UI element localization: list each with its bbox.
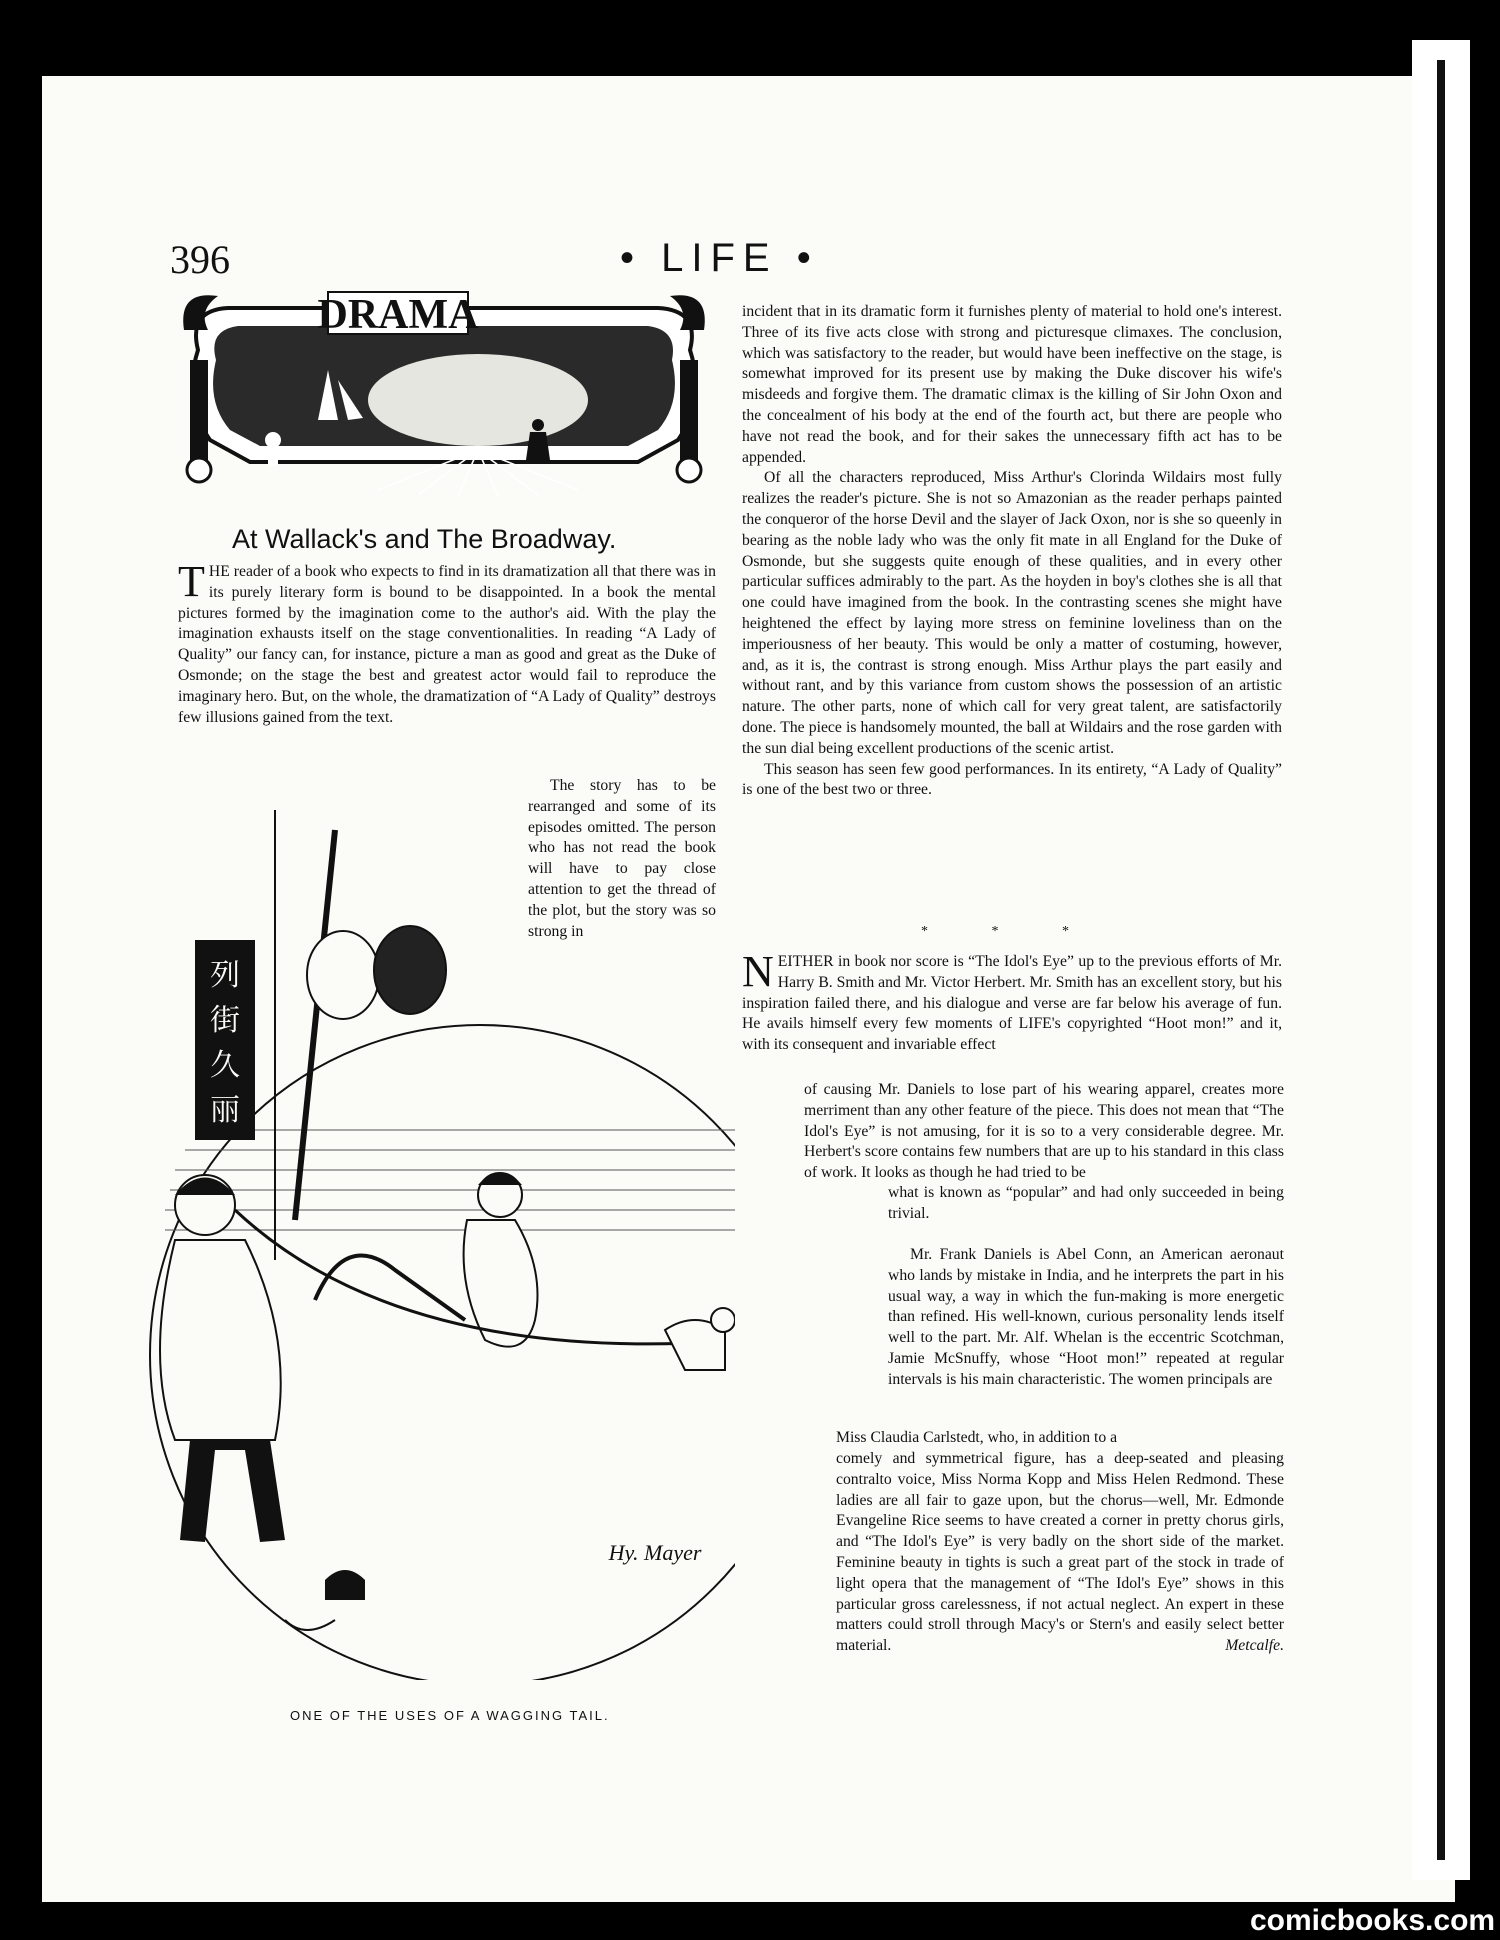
drop-cap-n: N bbox=[742, 947, 774, 996]
right-paragraph-3: This season has seen few good performances. In its entirety, “A Lady of Quality” is one of the best two or three. bbox=[742, 760, 1282, 799]
drama-banner-word: DRAMA bbox=[317, 292, 479, 338]
banner-glyph-2: 街 bbox=[210, 1004, 240, 1037]
page-number: 396 bbox=[170, 237, 230, 282]
left-paragraph-1: HE reader of a book who expects to find in its dramatization all that there was in its purely literary form is bound to be disappointed. In a book the mental pictures formed by the imagination come to the author's aid. With the play the imagination exhausts itself on the stage conventionalities. In reading “A Lady of Quality” our fancy can, for instance, picture a man as good and great as the Duke of Osmonde; on the stage the best and greatest actor would fail to reproduce the imaginary hero. But, on the whole, the dramatization of “A Lady of Quality” destroys few illusions gained from the text. bbox=[178, 563, 716, 726]
banner-glyph-1: 列 bbox=[210, 959, 240, 992]
right-paragraph-5: Mr. Frank Daniels is Abel Conn, an American aeronaut who lands by mistake in India, and he interprets the part in his usual way, a way in which the fun-making is more energetic than refined. His well-known, curious personality lends itself well to the part. Mr. Alf. Whelan is the eccentric Scotchman, Jamie McSnuffy, whose “Hoot mon!” repeated at regular intervals is his main characteristic. The women principals are bbox=[888, 1246, 1284, 1388]
drama-banner-illustration bbox=[178, 290, 710, 498]
right-paragraph-1: incident that in its dramatic form it furnishes plenty of material to hold one's interest. Three of its five acts close with strong and picturesque climaxes. The conclusion, which was satisfactory to the reader, but would have been ineffective on the stage, is somewhat improved for its present use by making the Duke discover his wife's misdeeds and forgive them. The dramatic climax is the killing of Sir John Oxon and the concealment of his body at the end of the fourth act, but there are people who have not read the book, and for their sakes the unnecessary fifth act has to be appended. bbox=[742, 303, 1282, 466]
right-paragraph-6-wrap bbox=[836, 1449, 1284, 1657]
right-paragraph-2: Of all the characters reproduced, Miss Arthur's Clorinda Wildairs most fully realizes the reader's picture. She is not so Amazonian as the reader perhaps painted the conqueror of the horse Devil and the slayer of Jack Oxon, nor is she so queenly in bearing as the noble lady who was the only fit mate in all England for the Duke of Osmonde, but she suggests quite enough of these qualities, and in every other particular suffices admirably to the part. As the hoyden in boy's clothes she is all that one could have imagined from the book. In the contrasting scenes she might have heightened the effect by laying more stress on feminine loveliness than on the imperiousness of her beauty. This would be only a matter of costuming, however, and, as it is, the contrast is strong enough. Miss Arthur plays the part easily and without rant, and by this variance from custom shows the possession of an artistic nature. The other parts, none of which call for very great talent, are satisfactorily done. The piece is handsomely mounted, the ball at Wildairs and the rose garden with the sun dial being excellent productions of the scenic artist. bbox=[742, 469, 1282, 757]
section-divider-stars: * * * bbox=[921, 924, 1099, 939]
gutter-shadow bbox=[1437, 60, 1445, 1860]
left-paragraph-2: The story has to be rearranged and some of its episodes omitted. The person who has not read the book will have to pay close attention to get the thread of the plot, but the story was so strong in bbox=[528, 777, 716, 940]
site-watermark: comicbooks.com bbox=[1250, 1904, 1496, 1937]
banner-glyph-4: 丽 bbox=[210, 1094, 240, 1127]
drop-cap-t: T bbox=[178, 557, 205, 606]
masthead: • LIFE • bbox=[620, 236, 819, 280]
illustration-caption: ONE OF THE USES OF A WAGGING TAIL. bbox=[290, 1708, 610, 1723]
artist-signature: Hy. Mayer bbox=[608, 1540, 702, 1565]
author-signature: Metcalfe. bbox=[1225, 1637, 1284, 1655]
right-paragraph-4a bbox=[742, 947, 1282, 1056]
article-headline: At Wallack's and The Broadway. bbox=[232, 524, 617, 554]
right-paragraph-4a-text: EITHER in book nor score is “The Idol's Eye” up to the previous efforts of Mr. Harry B. Smith and Mr. Victor Herbert. Mr. Smith has an excellent story, but his inspiration failed there, and his dialogue and verse are far below his average of fun. He avails himself every few moments of LIFE's copyrighted “Hoot mon!” and it, with its consequent and invariable effect bbox=[742, 953, 1282, 1054]
right-paragraph-4b: of causing Mr. Daniels to lose part of his wearing apparel, creates more merriment than any other feature of the piece. This does not mean that “The Idol's Eye” is not amusing, for it is so to a very considerable degree. Mr. Herbert's score contains few numbers that are up to his standard in this class of work. It looks as though he had tried to be bbox=[804, 1081, 1284, 1182]
left-column-intro bbox=[178, 557, 716, 728]
right-column-top bbox=[742, 302, 1282, 801]
wagging-tail-cartoon bbox=[95, 800, 735, 1680]
right-paragraph-4c: what is known as “popular” and had only succeeded in being trivial. bbox=[888, 1184, 1284, 1222]
right-paragraph-6: comely and symmetrical figure, has a deep-seated and pleasing contralto voice, Miss Norma Kopp and Miss Helen Redmond. These ladies are all fair to gaze upon, but the chorus—well, Mr. Edmonde Evangeline Rice seems to have created a corner in pretty chorus girls, and “The Idol's Eye” is very badly on the short side of the market. Feminine beauty in tights is such a great part of the stock in trade of light opera that the management of “The Idol's Eye” shows in this particular gross carelessness, if not actual neglect. An expert in these matters could stroll through Macy's or Stern's and easily select better material. bbox=[836, 1450, 1284, 1655]
right-paragraph-5b: Miss Claudia Carlstedt, who, in addition to a bbox=[836, 1429, 1118, 1446]
banner-glyph-3: 久 bbox=[210, 1049, 240, 1082]
